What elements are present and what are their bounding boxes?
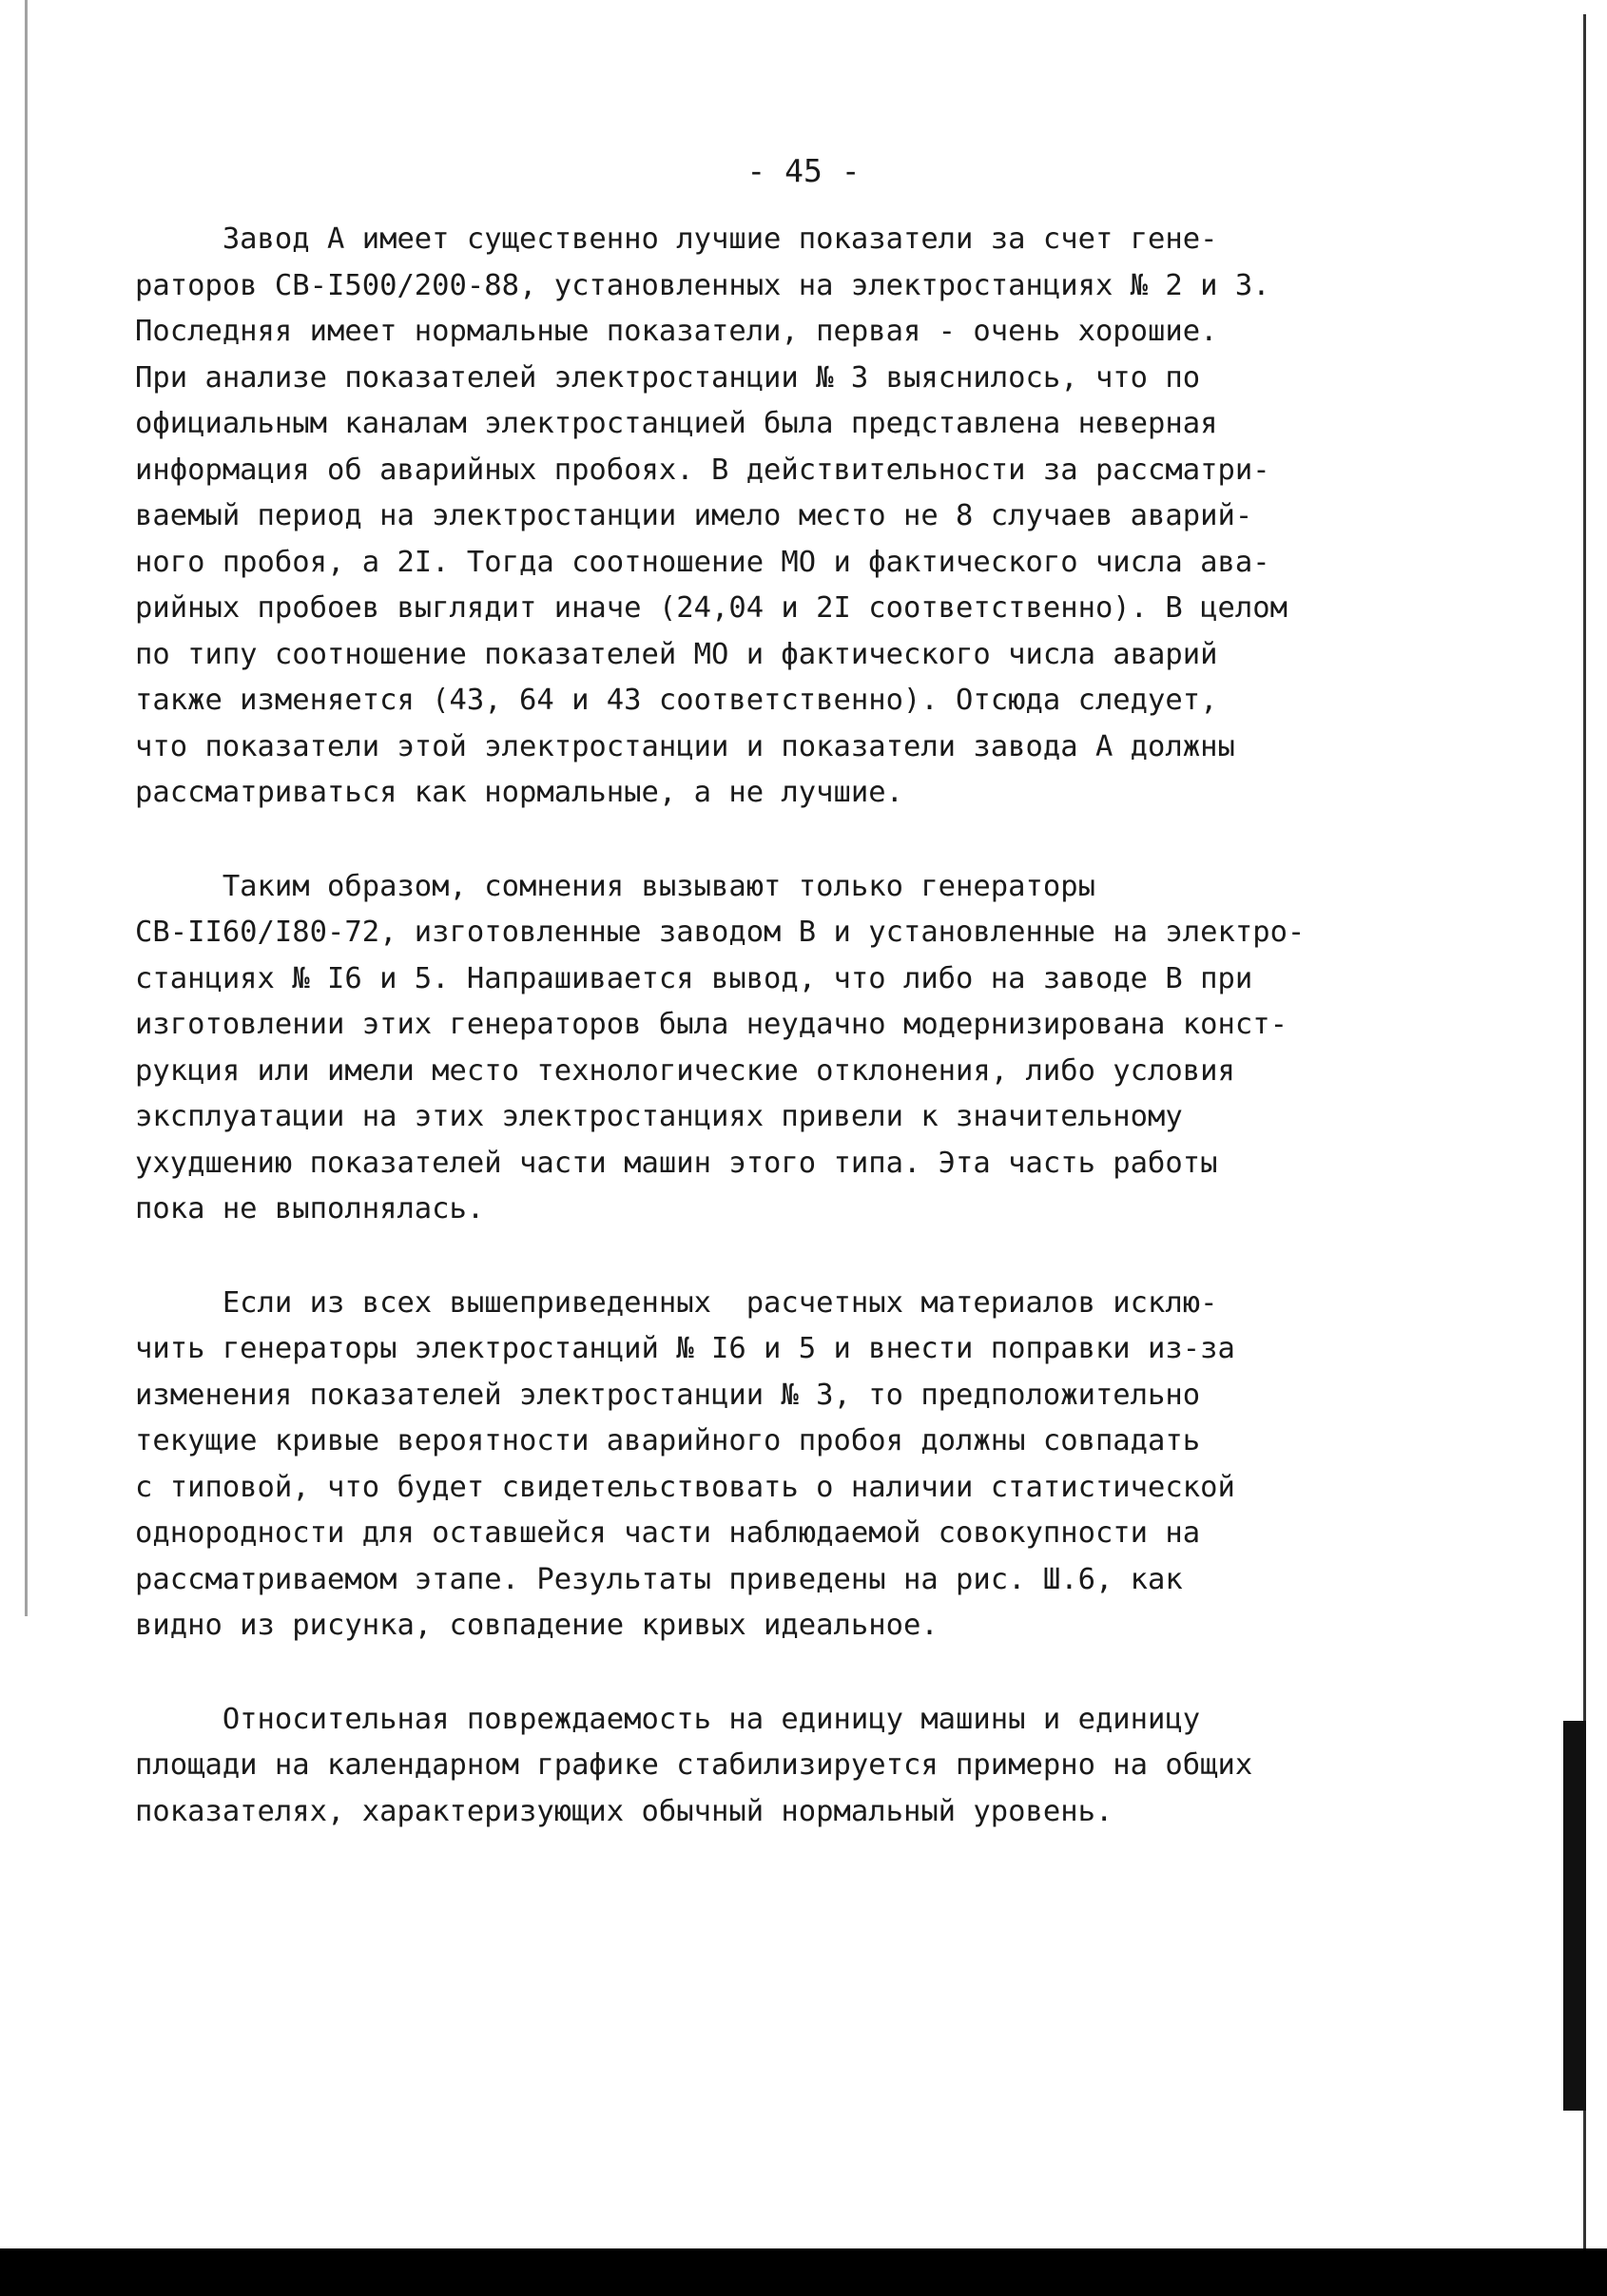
text-line: ваемый период на электростанции имело место не 8 случаев аварий- bbox=[135, 499, 1253, 532]
text-line: информация об аварийных пробоях. В действительности за рассматри- bbox=[135, 453, 1270, 487]
text-line: изготовлении этих генераторов была неудачно модернизирована конст- bbox=[135, 1008, 1288, 1041]
text-line: видно из рисунка, совпадение кривых идеальное. bbox=[135, 1609, 939, 1642]
text-line: рассматриваемом этапе. Результаты приведены на рис. Ш.6, как bbox=[135, 1562, 1183, 1596]
scan-left-edge bbox=[25, 0, 28, 1616]
text-line: Последняя имеет нормальные показатели, первая - очень хорошие. bbox=[135, 315, 1218, 348]
text-line: рукция или имели место технологические отклонения, либо условия bbox=[135, 1053, 1235, 1088]
text-line: рийных пробоев выглядит иначе (24,04 и 2I соответственно). В целом bbox=[135, 591, 1288, 625]
text-line: чить генераторы электростанций № I6 и 5 и внести поправки из-за bbox=[135, 1332, 1235, 1365]
text-line: ного пробоя, а 2I. Тогда соотношение МО и фактического числа ава- bbox=[135, 545, 1270, 579]
text-line: пока не выполнялась. bbox=[135, 1192, 485, 1225]
paragraph-1 bbox=[135, 217, 1409, 817]
text-line: площади на календарном графике стабилизируется примерно на общих bbox=[135, 1748, 1253, 1782]
text-line: официальным каналам электростанцией была представлена неверная bbox=[135, 407, 1218, 440]
text-line: эксплуатации на этих электростанциях привели к значительному bbox=[135, 1100, 1183, 1133]
text-line: СВ-II60/I80-72, изготовленные заводом В и установленные на электро- bbox=[135, 916, 1306, 949]
text-line: ухудшению показателей части машин этого типа. Эта часть работы bbox=[135, 1146, 1218, 1180]
text-line: показателях, характеризующих обычный нормальный уровень. bbox=[135, 1794, 1113, 1828]
body-text bbox=[135, 217, 1409, 1835]
page-number: - 45 - bbox=[746, 152, 861, 189]
text-line: также изменяется (43, 64 и 43 соответственно). Отсюда следует, bbox=[135, 684, 1218, 717]
text-line: Если из всех вышеприведенных расчетных материалов исклю- bbox=[135, 1285, 1218, 1320]
text-line: раторов СВ-I500/200-88, установленных на электростанциях № 2 и 3. bbox=[135, 268, 1270, 302]
text-line: текущие кривые вероятности аварийного пробоя должны совпадать bbox=[135, 1424, 1201, 1457]
text-line: рассматриваться как нормальные, а не лучшие. bbox=[135, 776, 903, 809]
text-line: однородности для оставшейся части наблюдаемой совокупности на bbox=[135, 1516, 1201, 1550]
text-line: изменения показателей электростанции № 3, то предположительно bbox=[135, 1378, 1201, 1412]
text-line: Завод А имеет существенно лучшие показатели за счет гене- bbox=[135, 222, 1218, 256]
text-line: станциях № I6 и 5. Напрашивается вывод, что либо на заводе В при bbox=[135, 961, 1253, 995]
text-line: с типовой, что будет свидетельствовать о наличии статистической bbox=[135, 1470, 1235, 1504]
scan-bottom-edge bbox=[0, 2248, 1607, 2296]
text-line: по типу соотношение показателей МО и фактического числа аварий bbox=[135, 637, 1218, 671]
text-line: При анализе показателей электростанции № 3 выяснилось, что по bbox=[135, 360, 1201, 395]
text-line: что показатели этой электростанции и показатели завода А должны bbox=[135, 729, 1235, 763]
scan-right-shadow bbox=[1563, 1721, 1586, 2111]
text-line: Таким образом, сомнения вызывают только генераторы bbox=[135, 869, 1095, 903]
text-line: Относительная повреждаемость на единицу машины и единицу bbox=[135, 1702, 1201, 1736]
paragraph-2 bbox=[135, 864, 1409, 1233]
paragraph-4 bbox=[135, 1697, 1409, 1836]
paragraph-3 bbox=[135, 1281, 1409, 1650]
